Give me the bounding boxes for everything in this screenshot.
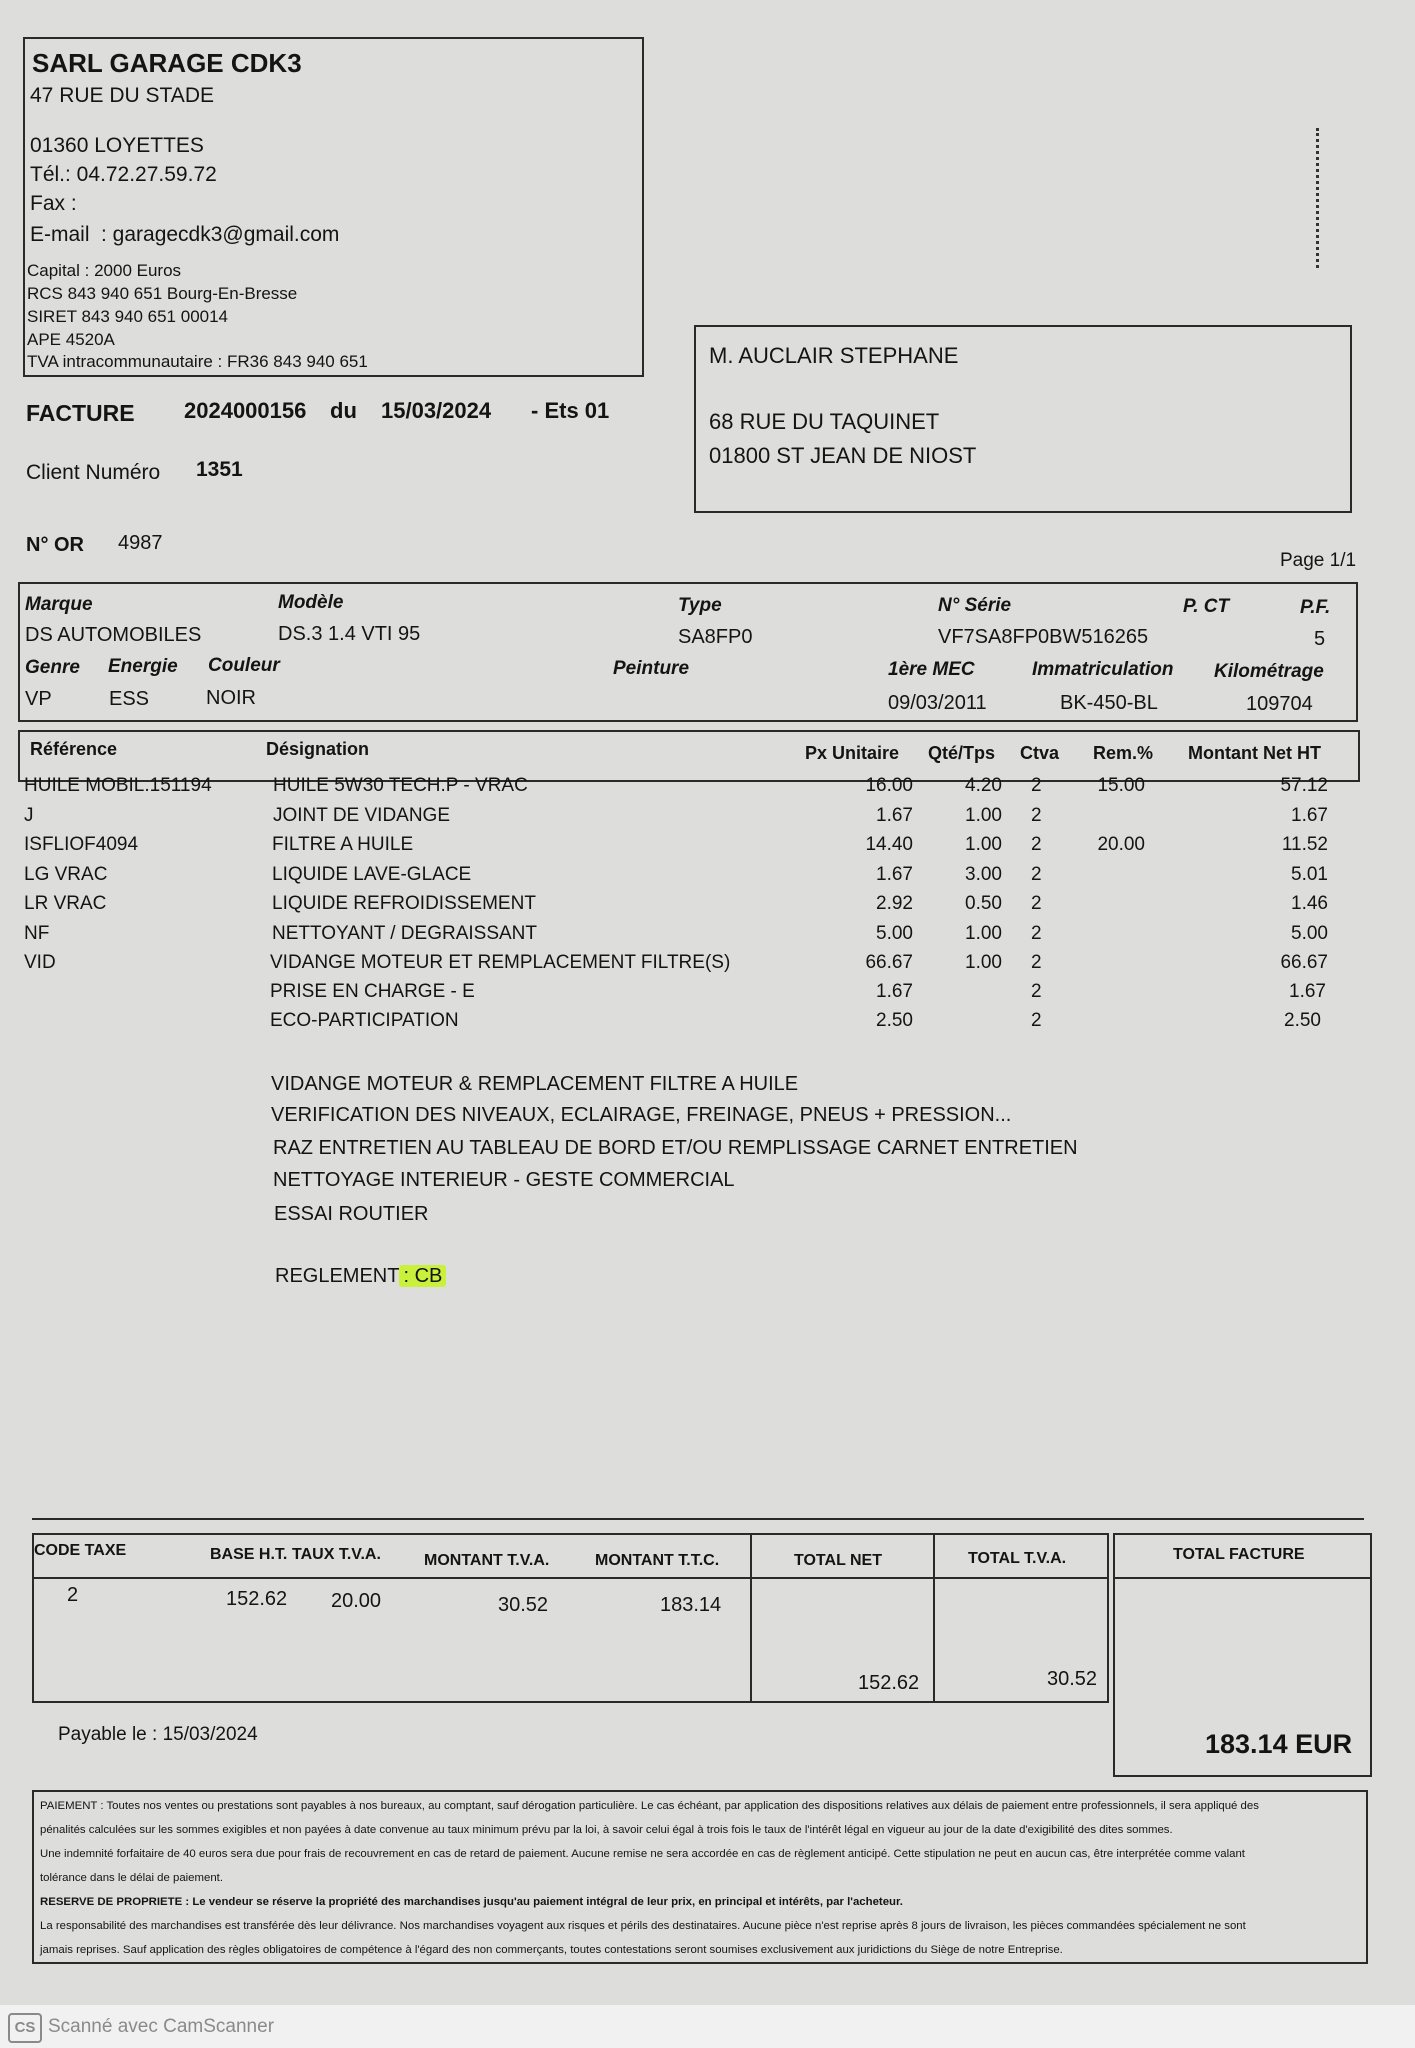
invoice-number: 2024000156: [184, 398, 307, 423]
scanner-footer-text: Scanné avec CamScanner: [48, 2016, 275, 2037]
vehicle-immat: BK-450-BL: [1060, 692, 1158, 714]
note-line: RAZ ENTRETIEN AU TABLEAU DE BORD ET/OU REMPLISSAGE CARNET ENTRETIEN: [273, 1137, 1078, 1159]
totals-ttva: 30.52: [1047, 1668, 1098, 1690]
lines-header-ctva: Ctva: [1020, 743, 1060, 763]
totals-ttva-header: TOTAL T.V.A.: [968, 1550, 1067, 1567]
invoice-date: 15/03/2024: [381, 398, 492, 423]
company-fax: Fax :: [30, 192, 77, 215]
tax-divider-2: [933, 1533, 935, 1701]
line-designation: VIDANGE MOTEUR ET REMPLACEMENT FILTRE(S): [270, 952, 731, 973]
table-row: [0, 952, 1415, 982]
line-ref: ISFLIOF4094: [24, 834, 139, 855]
totals-tfact-header: TOTAL FACTURE: [1173, 1546, 1305, 1563]
payable-date: Payable le : 15/03/2024: [58, 1724, 258, 1745]
line-ref: LG VRAC: [24, 864, 108, 885]
legal-line: La responsabilité des marchandises est transférée dès leur délivrance. Nos marchandises voyagent aux risques et périls des destinataires. Aucune pièce n'est reprise après 8 jours de livraison, les pièces commandées spécialement ne sont: [40, 1920, 1246, 1932]
total-facture-line: [1113, 1577, 1370, 1579]
totals-tfact: 183.14 EUR: [1205, 1729, 1353, 1759]
client-number-label: Client Numéro: [26, 461, 161, 484]
company-tva: TVA intracommunautaire : FR36 843 940 651: [27, 352, 368, 371]
line-qte: 0.50: [965, 893, 1002, 914]
line-ctva: 2: [1031, 775, 1042, 796]
or-number: 4987: [118, 532, 163, 554]
line-montant: 57.12: [1280, 775, 1328, 796]
table-row: [0, 864, 1415, 894]
note-line: ESSAI ROUTIER: [274, 1203, 429, 1225]
client-name: M. AUCLAIR STEPHANE: [709, 343, 959, 368]
totals-code: 2: [67, 1584, 79, 1606]
totals-taux: 20.00: [331, 1590, 382, 1612]
note-line: NETTOYAGE INTERIEUR - GESTE COMMERCIAL: [273, 1169, 735, 1191]
line-ref: LR VRAC: [24, 893, 107, 914]
totals-mttc: 183.14: [660, 1594, 722, 1616]
line-designation: HUILE 5W30 TECH.P - VRAC: [273, 775, 528, 796]
client-street: 68 RUE DU TAQUINET: [709, 409, 940, 434]
line-pu: 14.40: [865, 834, 913, 855]
totals-mtva-header: MONTANT T.V.A.: [424, 1552, 550, 1569]
line-montant: 66.67: [1280, 952, 1328, 973]
line-qte: 1.00: [965, 952, 1002, 973]
legal-line: Une indemnité forfaitaire de 40 euros sera due pour frais de recouvrement en cas de retard de paiement. Aucune remise ne sera accordée en cas de règlement anticipé. Cette stipulation ne peut en aucun cas, être interprétée comme valant: [40, 1848, 1245, 1860]
reglement: [275, 1265, 446, 1288]
company-city: 01360 LOYETTES: [30, 134, 204, 157]
camscanner-logo-icon: CS: [8, 2013, 42, 2043]
line-pu: 16.00: [865, 775, 913, 796]
line-pu: 1.67: [876, 981, 913, 1002]
client-city: 01800 ST JEAN DE NIOST: [709, 443, 977, 468]
legal-line: pénalités calculées sur les sommes exigibles et non payées à date convenue au taux minimum prévu par la loi, à savoir celui égal à trois fois le taux de l'intérêt légal en vigueur au jour de la date d'exigibilité des dites sommes.: [40, 1824, 1173, 1836]
totals-top-line: [32, 1518, 1364, 1520]
table-row: [0, 893, 1415, 923]
line-montant: 2.50: [1284, 1010, 1321, 1031]
line-qte: 1.00: [965, 834, 1002, 855]
company-email-label: E-mail: [30, 223, 90, 246]
line-ctva: 2: [1031, 981, 1042, 1002]
line-montant: 1.67: [1289, 981, 1326, 1002]
lines-header-pu: Px Unitaire: [805, 743, 900, 763]
line-ctva: 2: [1031, 1010, 1042, 1031]
vehicle-genre: VP: [25, 688, 52, 710]
vehicle-pct-header: P. CT: [1183, 596, 1230, 617]
line-designation: FILTRE A HUILE: [272, 834, 414, 855]
line-ctva: 2: [1031, 834, 1042, 855]
table-row: [0, 834, 1415, 864]
lines-header-montant: Montant Net HT: [1188, 743, 1321, 763]
line-rem: 20.00: [1097, 834, 1145, 855]
company-siret: SIRET 843 940 651 00014: [27, 307, 229, 326]
legal-box: [32, 1790, 1368, 1964]
vehicle-energie-header: Energie: [108, 656, 178, 677]
table-row: [0, 805, 1415, 835]
vehicle-mec: 09/03/2011: [888, 692, 987, 714]
vehicle-immat-header: Immatriculation: [1032, 659, 1174, 680]
line-ctva: 2: [1031, 923, 1042, 944]
tax-table-box: [32, 1533, 1109, 1703]
line-pu: 66.67: [865, 952, 913, 973]
table-row: [0, 981, 1415, 1011]
line-ctva: 2: [1031, 952, 1042, 973]
reglement-label: REGLEMENT: [275, 1265, 400, 1287]
line-designation: LIQUIDE REFROIDISSEMENT: [272, 893, 536, 914]
line-qte: 3.00: [965, 864, 1002, 885]
totals-base: 152.62: [226, 1588, 288, 1610]
vehicle-pf-header: P.F.: [1300, 597, 1331, 618]
company-name: SARL GARAGE CDK3: [32, 48, 302, 78]
or-label: N° OR: [26, 534, 84, 556]
line-designation: LIQUIDE LAVE-GLACE: [272, 864, 472, 885]
line-montant: 5.00: [1291, 923, 1328, 944]
vehicle-pf: 5: [1314, 628, 1326, 650]
line-ctva: 2: [1031, 864, 1042, 885]
line-qte: 4.20: [965, 775, 1002, 796]
vehicle-mec-header: 1ère MEC: [888, 659, 975, 680]
vehicle-couleur-header: Couleur: [208, 655, 280, 676]
vehicle-type-header: Type: [678, 595, 722, 616]
vehicle-genre-header: Genre: [25, 657, 80, 678]
client-number: 1351: [196, 458, 243, 481]
vehicle-type: SA8FP0: [678, 626, 753, 648]
page-number: Page 1/1: [1280, 550, 1357, 571]
company-ape: APE 4520A: [27, 330, 115, 349]
line-ref: NF: [24, 923, 50, 944]
note-line: VERIFICATION DES NIVEAUX, ECLAIRAGE, FREINAGE, PNEUS + PRESSION...: [271, 1104, 1012, 1126]
lines-header-qte: Qté/Tps: [928, 743, 996, 763]
legal-line: tolérance dans le délai de paiement.: [40, 1872, 224, 1884]
vehicle-marque-header: Marque: [25, 594, 93, 615]
vehicle-peinture-header: Peinture: [613, 658, 690, 679]
line-qte: 1.00: [965, 923, 1002, 944]
vehicle-modele: DS.3 1.4 VTI 95: [278, 623, 421, 645]
vehicle-serie: VF7SA8FP0BW516265: [938, 626, 1149, 648]
invoice-du: du: [330, 398, 357, 423]
vehicle-energie: ESS: [109, 688, 150, 710]
line-montant: 11.52: [1281, 834, 1328, 855]
line-montant: 5.01: [1291, 864, 1328, 885]
company-email: : garagecdk3@gmail.com: [101, 223, 340, 246]
line-designation: NETTOYANT / DEGRAISSANT: [272, 923, 537, 944]
lines-header-rem: Rem.%: [1093, 743, 1154, 763]
company-rcs: RCS 843 940 651 Bourg-En-Bresse: [27, 284, 298, 303]
lines-header-ref: Référence: [30, 739, 118, 759]
invoice-label: FACTURE: [26, 400, 135, 426]
invoice-ets: - Ets 01: [531, 398, 610, 423]
company-tel: Tél.: 04.72.27.59.72: [30, 163, 217, 186]
reglement-value: : CB: [399, 1265, 446, 1287]
legal-line: PAIEMENT : Toutes nos ventes ou prestations sont payables à nos bureaux, au comptant, sauf dérogation particulière. Le cas échéant, par application des dispositions relatives aux délais de paiement entre professionnels, il sera appliqué des: [40, 1800, 1259, 1812]
line-ref: HUILE MOBIL.151194: [24, 775, 212, 796]
line-designation: JOINT DE VIDANGE: [273, 805, 451, 826]
line-pu: 2.50: [876, 1010, 913, 1031]
totals-net-header: TOTAL NET: [794, 1552, 882, 1569]
totals-mtva: 30.52: [498, 1594, 549, 1616]
line-designation: ECO-PARTICIPATION: [270, 1010, 459, 1031]
scanner-footer: [0, 2005, 1415, 2048]
line-pu: 1.67: [876, 864, 913, 885]
line-ctva: 2: [1031, 893, 1042, 914]
line-ctva: 2: [1031, 805, 1042, 826]
totals-code-header: CODE TAXE: [34, 1542, 127, 1559]
line-rem: 15.00: [1097, 775, 1145, 796]
tax-header-line: [32, 1577, 1107, 1579]
totals-base-header: BASE H.T.: [210, 1546, 288, 1563]
table-row: [0, 923, 1415, 953]
lines-header-designation: Désignation: [266, 739, 370, 759]
line-pu: 2.92: [876, 893, 913, 914]
tax-divider-1: [750, 1533, 752, 1701]
vehicle-modele-header: Modèle: [278, 592, 344, 613]
vehicle-couleur: NOIR: [206, 687, 256, 709]
totals-mttc-header: MONTANT T.T.C.: [595, 1552, 720, 1569]
vehicle-marque: DS AUTOMOBILES: [25, 624, 202, 646]
vehicle-km-header: Kilométrage: [1214, 661, 1324, 682]
line-montant: 1.67: [1291, 805, 1328, 826]
totals-taux-header: TAUX T.V.A.: [292, 1546, 381, 1563]
company-street: 47 RUE DU STADE: [30, 84, 214, 107]
line-designation: PRISE EN CHARGE - E: [270, 981, 475, 1002]
legal-line: RESERVE DE PROPRIETE : Le vendeur se réserve la propriété des marchandises jusqu'au paiement intégral de leur prix, en principal et intérêts, par l'acheteur.: [40, 1896, 903, 1908]
note-line: VIDANGE MOTEUR & REMPLACEMENT FILTRE A HUILE: [271, 1073, 799, 1095]
totals-net: 152.62: [858, 1672, 920, 1694]
line-pu: 1.67: [876, 805, 913, 826]
vehicle-km: 109704: [1246, 693, 1313, 715]
line-ref: J: [24, 805, 34, 826]
margin-marks: [1316, 128, 1322, 268]
line-ref: VID: [24, 952, 56, 973]
table-row: [0, 1010, 1415, 1040]
line-montant: 1.46: [1291, 893, 1328, 914]
line-pu: 5.00: [876, 923, 913, 944]
vehicle-serie-header: N° Série: [938, 595, 1012, 616]
company-capital: Capital : 2000 Euros: [27, 261, 182, 280]
legal-line: jamais reprises. Sauf application des règles obligatoires de compétence à l'égard des non commerçants, toutes contestations seront soumises exclusivement aux juridictions du Siège de notre Entreprise.: [40, 1944, 1063, 1956]
table-row: [0, 775, 1415, 805]
line-qte: 1.00: [965, 805, 1002, 826]
